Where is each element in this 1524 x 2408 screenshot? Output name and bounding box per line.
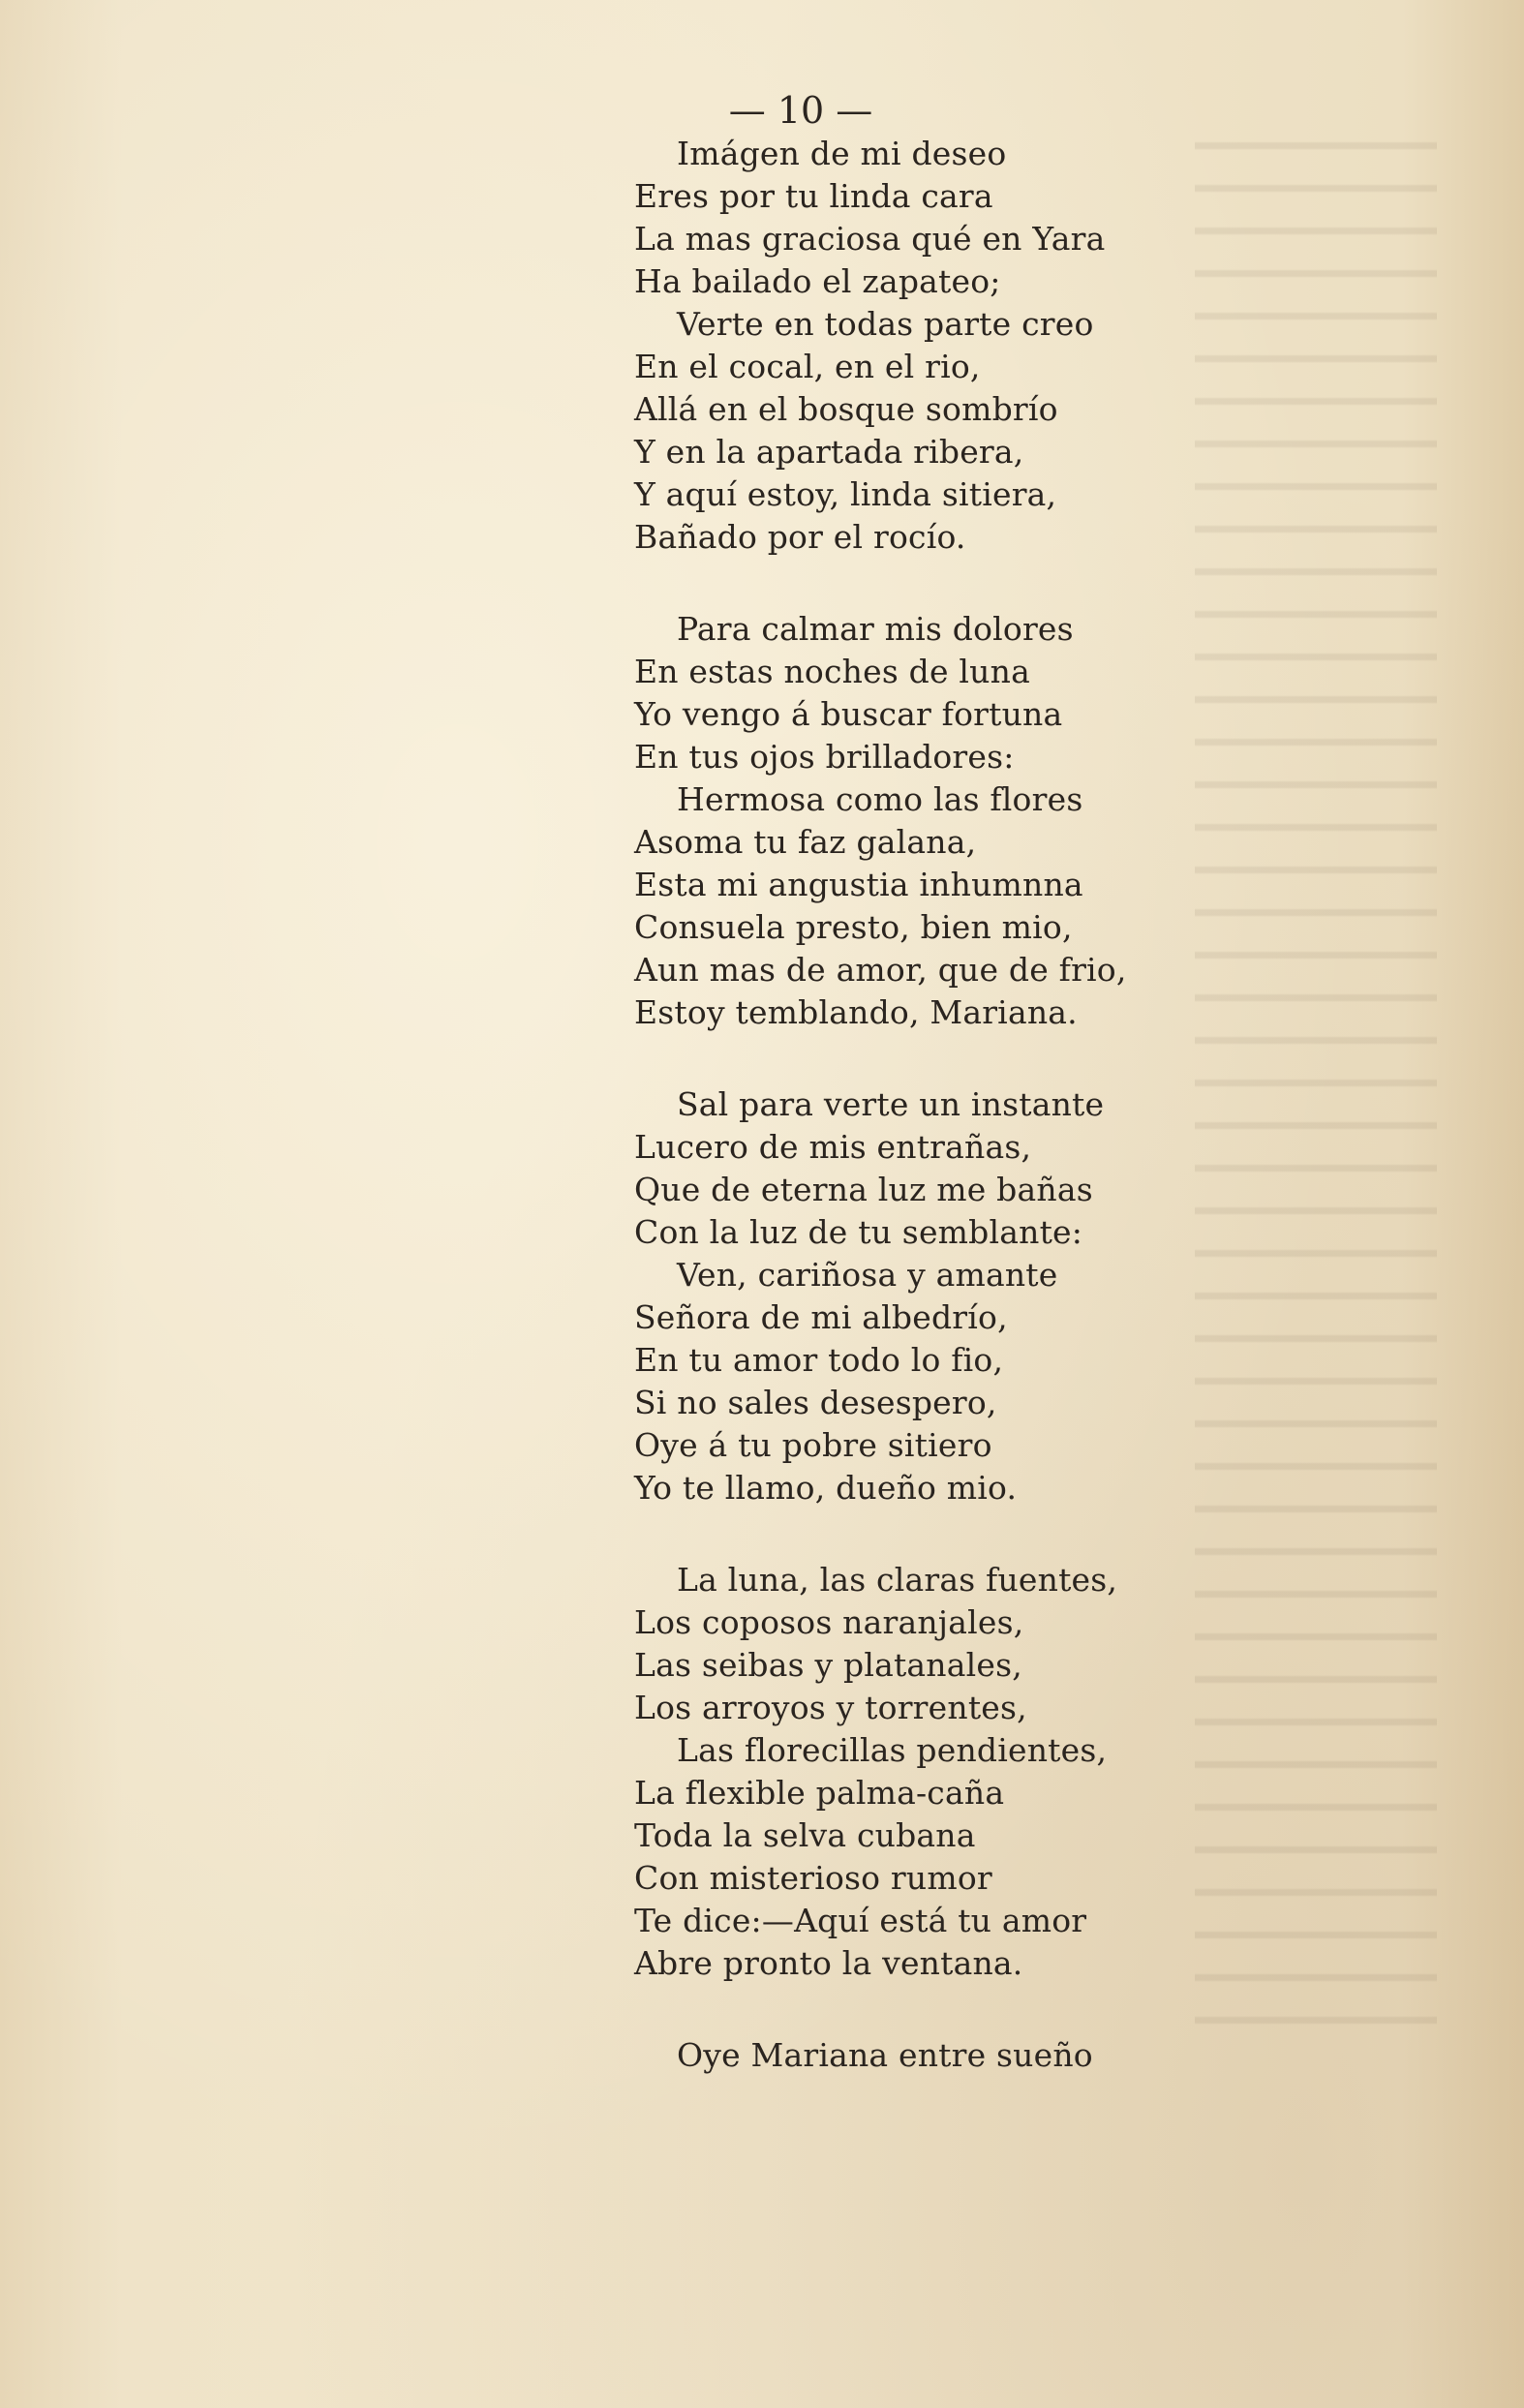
verse-line: Bañado por el rocío. bbox=[634, 518, 966, 556]
verse-line: Oye Mariana entre sueño bbox=[677, 2036, 1093, 2074]
stanza bbox=[634, 1083, 1331, 1509]
verse-line: Esta mi angustia inhumnna bbox=[634, 866, 1083, 903]
verse-line: Para calmar mis dolores bbox=[677, 610, 1074, 648]
verse-line: La luna, las claras fuentes, bbox=[677, 1561, 1118, 1599]
verse-line: Imágen de mi deseo bbox=[677, 135, 1007, 172]
verse-line: La flexible palma-caña bbox=[634, 1774, 1005, 1812]
stanza bbox=[634, 133, 1331, 559]
verse-line: Con misterioso rumor bbox=[634, 1859, 992, 1897]
verse-line: Lucero de mis entrañas, bbox=[634, 1128, 1032, 1166]
verse-line: En tus ojos brilladores: bbox=[634, 738, 1015, 776]
poem bbox=[634, 133, 1331, 2126]
verse-line: Señora de mi albedrío, bbox=[634, 1298, 1008, 1336]
verse-line: Allá en el bosque sombrío bbox=[634, 390, 1058, 428]
verse-line: Las seibas y platanales, bbox=[634, 1646, 1022, 1684]
verse-line: Oye á tu pobre sitiero bbox=[634, 1426, 992, 1464]
stanza bbox=[634, 2034, 1331, 2077]
verse-line: Hermosa como las flores bbox=[677, 780, 1083, 818]
verse-line: Aun mas de amor, que de frio, bbox=[634, 951, 1127, 989]
verse-line: Consuela presto, bien mio, bbox=[634, 908, 1073, 946]
verse-line: Estoy temblando, Mariana. bbox=[634, 993, 1078, 1031]
verse-line: Las florecillas pendientes, bbox=[677, 1731, 1108, 1769]
verse-line: Que de eterna luz me bañas bbox=[634, 1171, 1093, 1208]
verse-line: Yo vengo á buscar fortuna bbox=[634, 695, 1063, 733]
verse-line: Asoma tu faz galana, bbox=[634, 823, 977, 861]
verse-line: Ha bailado el zapateo; bbox=[634, 262, 1001, 300]
stanza bbox=[634, 1559, 1331, 1985]
verse-line: Abre pronto la ventana. bbox=[634, 1944, 1023, 1982]
verse-line: Sal para verte un instante bbox=[677, 1085, 1105, 1123]
verse-line: Los arroyos y torrentes, bbox=[634, 1689, 1027, 1726]
stanza bbox=[634, 608, 1331, 1034]
verse-line: Toda la selva cubana bbox=[634, 1816, 976, 1854]
verse-line: En estas noches de luna bbox=[634, 653, 1030, 690]
verse-line: Con la luz de tu semblante: bbox=[634, 1213, 1083, 1251]
verse-line: Verte en todas parte creo bbox=[677, 305, 1094, 343]
verse-line: Ven, cariñosa y amante bbox=[677, 1256, 1058, 1294]
verse-line: En tu amor todo lo fio, bbox=[634, 1341, 1004, 1379]
verse-line: Y aquí estoy, linda sitiera, bbox=[634, 475, 1057, 513]
verse-line: En el cocal, en el rio, bbox=[634, 348, 981, 385]
verse-line: La mas graciosa qué en Yara bbox=[634, 220, 1106, 258]
verse-line: Si no sales desespero, bbox=[634, 1384, 997, 1421]
verse-line: Y en la apartada ribera, bbox=[634, 433, 1024, 471]
page-number: — 10 — bbox=[728, 89, 873, 132]
verse-line: Te dice:—Aquí está tu amor bbox=[634, 1902, 1087, 1939]
verse-line: Yo te llamo, dueño mio. bbox=[634, 1469, 1018, 1507]
verse-line: Los coposos naranjales, bbox=[634, 1603, 1024, 1641]
verse-line: Eres por tu linda cara bbox=[634, 177, 993, 215]
